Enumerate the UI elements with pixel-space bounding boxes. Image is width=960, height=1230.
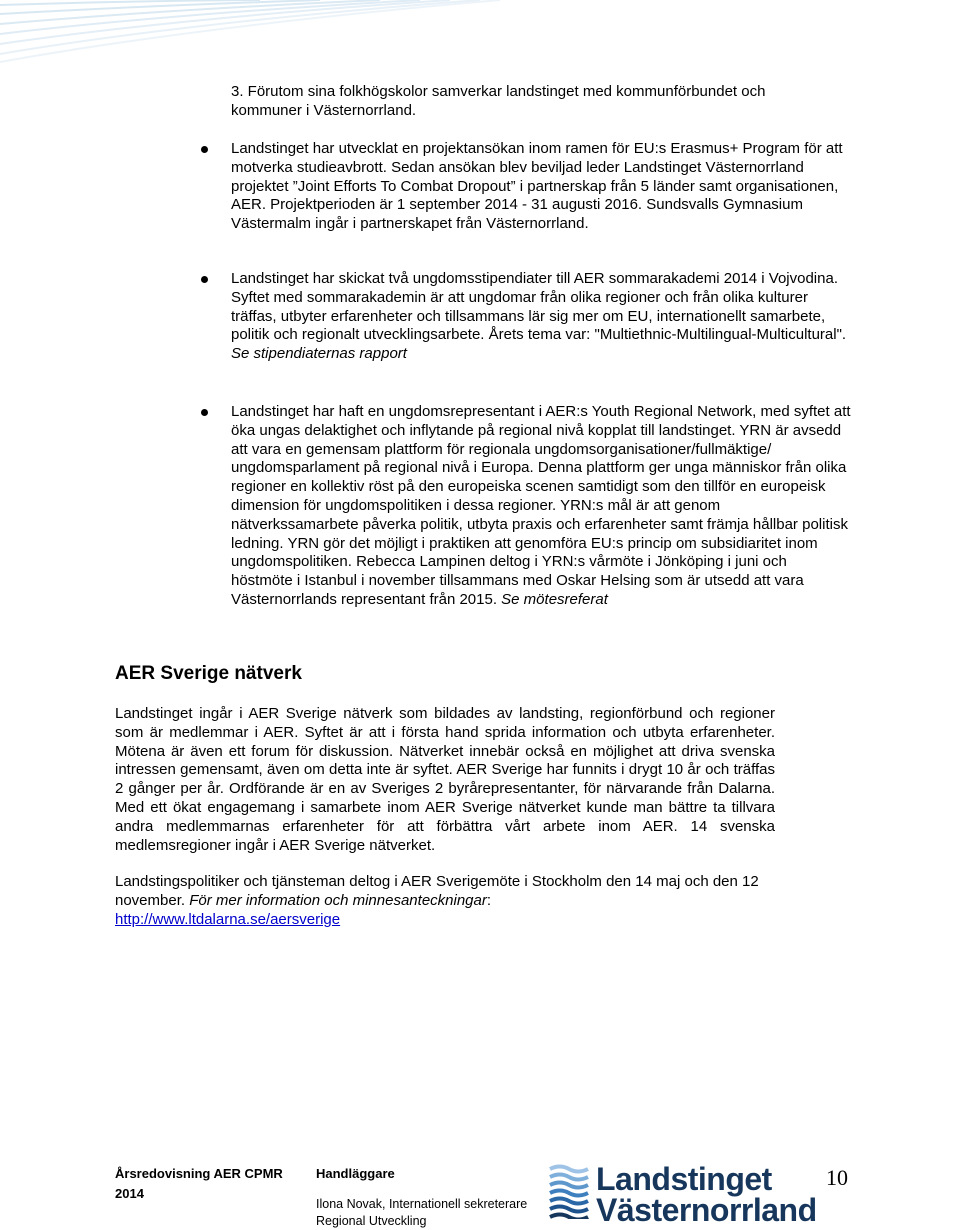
bullet-text: Landstinget har skickat två ungdomsstipendiater till AER sommarakademi 2014 i Vojvodina. Syftet med sommarakademin är att ungdomar från olika regioner och från olika kulturer träffas, utbyter erfarenheter och tillsammans lär sig mer om EU, internationellt samarbete, politik och regionalt utvecklingsarbete. Årets tema var: "Multiethnic-Multilingual-Multicultural".	[231, 270, 847, 344]
logo-text-line-2: Västernorrland	[596, 1192, 817, 1228]
intro-line-1: 3. Förutom sina folkhögskolor samverkar landstinget med kommunförbundet och	[231, 83, 766, 100]
bullet-icon	[201, 409, 208, 416]
footer-report-year: 2014	[115, 1186, 144, 1201]
footer-report-title: Årsredovisning AER CPMR	[115, 1166, 283, 1181]
bullet-item-erasmus	[231, 140, 851, 234]
para2-text: Landstingspolitiker och tjänsteman deltog i AER Sverigemöte i Stockholm den 14 maj och den 12 november.	[115, 873, 759, 909]
page-number: 10	[826, 1165, 848, 1190]
section-heading: AER Sverige nätverk	[115, 663, 302, 684]
para2-colon: :	[486, 891, 492, 909]
section-paragraph: Landstinget ingår i AER Sverige nätverk som bildades av landsting, regionförbund och regioner som är medlemmar i AER. Syftet är att i första hand sprida information och utbyta erfarenheter. Mötena är även ett forum för diskussion. Nätverket innebär också en möjlighet att driva svenska intressen gemensamt, även om detta inte är syftet. AER Sverige har funnits i drygt 10 år och träffas 2 gånger per år. Ordförande är en av Sveriges 2 byrårepresentanter, för närvarande från Dalarna. Med ett ökat engagemang i samarbete inom AER Sverige nätverket kunde man bättre ta tillvara andra medlemmarnas erfarenheter för att förbättra vårt arbete inom AER. 14 svenska medlemsregioner ingår i AER Sverige nätverket.	[115, 705, 775, 854]
footer-handler-name: Ilona Novak, Internationell sekreterare	[316, 1197, 528, 1211]
bullet-icon	[201, 146, 208, 153]
para2-italic-text: För mer information och minnesanteckningar	[189, 891, 487, 909]
bullet-icon	[201, 276, 208, 283]
corner-decoration	[0, 0, 960, 75]
logo-text-line-1: Landstinget	[596, 1161, 772, 1197]
intro-line-2: kommuner i Västernorrland.	[231, 102, 417, 119]
bullet-text: Landstinget har utvecklat en projektansökan inom ramen för EU:s Erasmus+ Program för att motverka studieavbrott. Sedan ansökan blev beviljad leder Landstinget Västernorrland projektet ”Joint Efforts To Combat Dropout” i partnerskap från 5 länder samt organisationen, AER. Projektperioden är 1 september 2014 - 31 augusti 2016. Sundsvalls Gymnasium Västermalm ingår i partnerskapet från Västernorrland.	[231, 140, 843, 233]
footer-handler-label: Handläggare	[316, 1166, 395, 1181]
section-paragraph-2	[115, 873, 765, 929]
bullet-item-yrn	[231, 403, 851, 610]
meeting-report-link[interactable]: Se mötesreferat	[501, 590, 608, 608]
bullet-text: Landstinget har haft en ungdomsrepresentant i AER:s Youth Regional Network, med syftet att öka ungas delaktighet och inflytande på regional nivå kopplat till landstinget. YRN är avsedd att vara en gemensam plattform för regionala ungdomsorganisationer/fullmäktige/ ungdomsparlament på regional nivå i Europa. Denna plattform ger unga människor från olika regioner en kollektiv röst på den europeiska scenen samtidigt som den tillför en europeisk dimension för ungdomspolitiken i dessa regioner. YRN:s mål är att genom nätverkssamarbete påverka politik, utbyta praxis och erfarenheter samt främja hållbar politisk ledning. YRN gör det möjligt i praktiken att genomföra EU:s princip om subsidiaritet inom ungdomspolitiken. Rebecca Lampinen deltog i YRN:s vårmöte i Jönköping i juni och höstmöte i Istanbul i november tillsammans med Oskar Helsing som är utsedd att vara Västernorrlands representant från 2015.	[231, 403, 851, 608]
logo-emblem-icon	[548, 1163, 590, 1219]
footer-handler-unit: Regional Utveckling	[316, 1214, 427, 1228]
stipendiater-report-link[interactable]: Se stipendiaternas rapport	[231, 345, 407, 363]
bullet-item-summer-academy	[231, 270, 851, 364]
aer-sverige-link[interactable]: http://www.ltdalarna.se/aersverige	[115, 910, 341, 928]
